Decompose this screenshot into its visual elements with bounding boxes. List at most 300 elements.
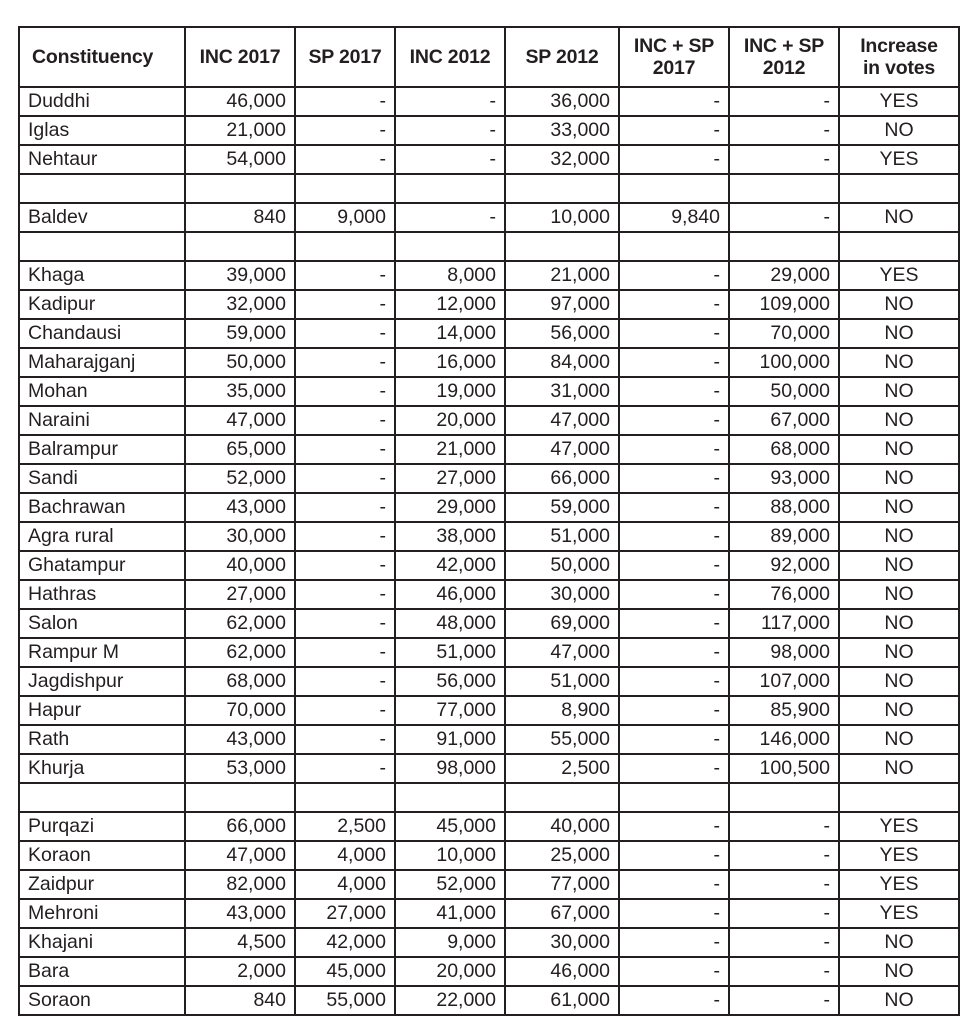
column-header-inc-sp-2012-line1: INC + SP <box>743 34 825 57</box>
cell-sp-2012: 84,000 <box>505 348 619 377</box>
cell-inc-2017: 82,000 <box>185 870 295 899</box>
cell-inc-sp-2012: - <box>729 957 839 986</box>
cell-inc-sp-2012: - <box>729 87 839 116</box>
cell-increase-in-votes: NO <box>839 580 959 609</box>
cell-inc-sp-2012: 29,000 <box>729 261 839 290</box>
cell-constituency: Baldev <box>19 203 185 232</box>
table-spacer-cell <box>395 783 505 812</box>
cell-sp-2012: 21,000 <box>505 261 619 290</box>
cell-sp-2012: 69,000 <box>505 609 619 638</box>
cell-inc-2012: 41,000 <box>395 899 505 928</box>
table-spacer-cell <box>185 174 295 203</box>
table-row <box>19 203 959 232</box>
cell-increase-in-votes: YES <box>839 841 959 870</box>
cell-increase-in-votes: NO <box>839 957 959 986</box>
cell-inc-sp-2012: 70,000 <box>729 319 839 348</box>
cell-constituency: Bara <box>19 957 185 986</box>
cell-inc-sp-2017: - <box>619 638 729 667</box>
cell-sp-2017: - <box>295 493 395 522</box>
table-spacer-cell <box>185 232 295 261</box>
cell-inc-sp-2017: - <box>619 145 729 174</box>
cell-sp-2017: 9,000 <box>295 203 395 232</box>
cell-increase-in-votes: NO <box>839 319 959 348</box>
table-spacer-cell <box>19 174 185 203</box>
cell-inc-2012: 12,000 <box>395 290 505 319</box>
table-row <box>19 986 959 1015</box>
cell-sp-2017: - <box>295 261 395 290</box>
cell-sp-2017: - <box>295 667 395 696</box>
cell-sp-2012: 40,000 <box>505 812 619 841</box>
cell-sp-2012: 25,000 <box>505 841 619 870</box>
column-header-inc-sp-2017 <box>619 27 729 87</box>
column-header-inc-sp-2017-line2: 2017 <box>652 57 696 79</box>
cell-inc-sp-2017: - <box>619 319 729 348</box>
cell-inc-2012: 22,000 <box>395 986 505 1015</box>
table-row <box>19 928 959 957</box>
table-row <box>19 522 959 551</box>
cell-increase-in-votes: NO <box>839 203 959 232</box>
cell-inc-sp-2017: - <box>619 406 729 435</box>
cell-sp-2012: 10,000 <box>505 203 619 232</box>
cell-inc-2012: 9,000 <box>395 928 505 957</box>
cell-inc-2017: 62,000 <box>185 609 295 638</box>
cell-constituency: Duddhi <box>19 87 185 116</box>
cell-inc-2017: 43,000 <box>185 493 295 522</box>
column-header-inc-2017: INC 2017 <box>185 27 295 87</box>
cell-constituency: Maharajganj <box>19 348 185 377</box>
cell-increase-in-votes: NO <box>839 435 959 464</box>
table-row <box>19 406 959 435</box>
cell-sp-2012: 51,000 <box>505 522 619 551</box>
cell-constituency: Bachrawan <box>19 493 185 522</box>
cell-increase-in-votes: NO <box>839 986 959 1015</box>
cell-sp-2017: 4,000 <box>295 841 395 870</box>
cell-constituency: Mehroni <box>19 899 185 928</box>
table-spacer-cell <box>619 232 729 261</box>
cell-inc-2017: 62,000 <box>185 638 295 667</box>
cell-sp-2012: 97,000 <box>505 290 619 319</box>
column-header-increase-line1: Increase <box>860 34 938 57</box>
cell-inc-2017: 65,000 <box>185 435 295 464</box>
table-row <box>19 812 959 841</box>
cell-inc-sp-2017: - <box>619 87 729 116</box>
cell-sp-2012: 47,000 <box>505 406 619 435</box>
cell-inc-2017: 4,500 <box>185 928 295 957</box>
cell-sp-2012: 61,000 <box>505 986 619 1015</box>
cell-inc-2017: 840 <box>185 203 295 232</box>
cell-increase-in-votes: NO <box>839 377 959 406</box>
cell-increase-in-votes: NO <box>839 406 959 435</box>
cell-inc-2017: 840 <box>185 986 295 1015</box>
cell-constituency: Rath <box>19 725 185 754</box>
cell-inc-sp-2017: - <box>619 667 729 696</box>
cell-constituency: Sandi <box>19 464 185 493</box>
cell-constituency: Ghatampur <box>19 551 185 580</box>
cell-inc-2012: 8,000 <box>395 261 505 290</box>
cell-inc-2017: 66,000 <box>185 812 295 841</box>
cell-inc-2017: 32,000 <box>185 290 295 319</box>
cell-inc-2012: 45,000 <box>395 812 505 841</box>
table-spacer-cell <box>619 174 729 203</box>
table-spacer-cell <box>19 783 185 812</box>
cell-sp-2012: 8,900 <box>505 696 619 725</box>
cell-constituency: Kadipur <box>19 290 185 319</box>
table-spacer-cell <box>839 783 959 812</box>
cell-sp-2017: - <box>295 435 395 464</box>
cell-inc-2012: - <box>395 87 505 116</box>
cell-inc-sp-2012: 100,500 <box>729 754 839 783</box>
cell-inc-sp-2012: 50,000 <box>729 377 839 406</box>
cell-inc-2012: 52,000 <box>395 870 505 899</box>
cell-inc-2017: 46,000 <box>185 87 295 116</box>
cell-inc-2017: 40,000 <box>185 551 295 580</box>
cell-sp-2017: 2,500 <box>295 812 395 841</box>
cell-inc-sp-2012: - <box>729 986 839 1015</box>
table-row <box>19 899 959 928</box>
cell-constituency: Salon <box>19 609 185 638</box>
cell-sp-2012: 66,000 <box>505 464 619 493</box>
cell-inc-sp-2012: - <box>729 841 839 870</box>
cell-constituency: Purqazi <box>19 812 185 841</box>
table-spacer-cell <box>505 783 619 812</box>
cell-inc-2012: 19,000 <box>395 377 505 406</box>
cell-inc-sp-2017: - <box>619 261 729 290</box>
cell-inc-2012: 20,000 <box>395 957 505 986</box>
cell-inc-sp-2012: - <box>729 116 839 145</box>
cell-inc-sp-2017: - <box>619 899 729 928</box>
cell-inc-sp-2017: - <box>619 435 729 464</box>
table-row <box>19 551 959 580</box>
cell-inc-sp-2012: 146,000 <box>729 725 839 754</box>
table-spacer-cell <box>395 174 505 203</box>
cell-inc-sp-2017: - <box>619 377 729 406</box>
cell-inc-2012: - <box>395 145 505 174</box>
cell-constituency: Chandausi <box>19 319 185 348</box>
cell-inc-2012: 46,000 <box>395 580 505 609</box>
cell-inc-2012: 38,000 <box>395 522 505 551</box>
cell-sp-2017: 27,000 <box>295 899 395 928</box>
cell-sp-2017: - <box>295 580 395 609</box>
table-spacer-cell <box>295 174 395 203</box>
column-header-inc-2012: INC 2012 <box>395 27 505 87</box>
cell-inc-sp-2012: - <box>729 203 839 232</box>
cell-inc-sp-2012: - <box>729 870 839 899</box>
cell-inc-sp-2017: - <box>619 464 729 493</box>
cell-inc-sp-2017: - <box>619 348 729 377</box>
cell-inc-sp-2017: - <box>619 725 729 754</box>
cell-sp-2017: 55,000 <box>295 986 395 1015</box>
cell-inc-2012: 29,000 <box>395 493 505 522</box>
table-spacer-cell <box>729 783 839 812</box>
cell-inc-2012: 10,000 <box>395 841 505 870</box>
cell-sp-2017: - <box>295 638 395 667</box>
column-header-increase-line2: in votes <box>862 57 936 79</box>
cell-inc-2012: 51,000 <box>395 638 505 667</box>
cell-sp-2012: 55,000 <box>505 725 619 754</box>
table-row <box>19 87 959 116</box>
cell-inc-2017: 53,000 <box>185 754 295 783</box>
cell-increase-in-votes: NO <box>839 696 959 725</box>
cell-sp-2012: 77,000 <box>505 870 619 899</box>
table-row <box>19 493 959 522</box>
table-header-row <box>19 27 959 87</box>
cell-inc-sp-2017: - <box>619 754 729 783</box>
cell-sp-2012: 59,000 <box>505 493 619 522</box>
column-header-increase-in-votes <box>839 27 959 87</box>
cell-increase-in-votes: YES <box>839 870 959 899</box>
cell-inc-2012: - <box>395 203 505 232</box>
cell-inc-2017: 35,000 <box>185 377 295 406</box>
cell-increase-in-votes: NO <box>839 348 959 377</box>
cell-inc-sp-2012: 100,000 <box>729 348 839 377</box>
table-row <box>19 725 959 754</box>
cell-sp-2017: 4,000 <box>295 870 395 899</box>
table-row <box>19 348 959 377</box>
cell-inc-2012: - <box>395 116 505 145</box>
cell-sp-2012: 32,000 <box>505 145 619 174</box>
column-header-inc-sp-2012-line2: 2012 <box>762 57 806 79</box>
cell-constituency: Koraon <box>19 841 185 870</box>
cell-inc-2012: 14,000 <box>395 319 505 348</box>
cell-sp-2012: 50,000 <box>505 551 619 580</box>
cell-constituency: Rampur M <box>19 638 185 667</box>
table-row <box>19 377 959 406</box>
cell-constituency: Zaidpur <box>19 870 185 899</box>
cell-increase-in-votes: YES <box>839 87 959 116</box>
vote-comparison-table <box>18 26 960 1016</box>
cell-constituency: Hathras <box>19 580 185 609</box>
cell-sp-2012: 46,000 <box>505 957 619 986</box>
cell-sp-2012: 33,000 <box>505 116 619 145</box>
cell-constituency: Balrampur <box>19 435 185 464</box>
column-header-sp-2012: SP 2012 <box>505 27 619 87</box>
cell-sp-2017: - <box>295 406 395 435</box>
cell-sp-2012: 47,000 <box>505 435 619 464</box>
cell-inc-sp-2012: 109,000 <box>729 290 839 319</box>
table-row <box>19 580 959 609</box>
cell-sp-2017: - <box>295 116 395 145</box>
cell-inc-2017: 68,000 <box>185 667 295 696</box>
column-header-sp-2017: SP 2017 <box>295 27 395 87</box>
cell-inc-sp-2017: - <box>619 116 729 145</box>
cell-sp-2012: 31,000 <box>505 377 619 406</box>
cell-inc-2017: 52,000 <box>185 464 295 493</box>
cell-inc-2017: 54,000 <box>185 145 295 174</box>
table-spacer-cell <box>619 783 729 812</box>
cell-inc-sp-2017: - <box>619 986 729 1015</box>
cell-inc-2012: 21,000 <box>395 435 505 464</box>
cell-inc-2017: 30,000 <box>185 522 295 551</box>
cell-constituency: Iglas <box>19 116 185 145</box>
cell-sp-2012: 51,000 <box>505 667 619 696</box>
cell-inc-2017: 47,000 <box>185 406 295 435</box>
cell-sp-2012: 30,000 <box>505 928 619 957</box>
cell-constituency: Khajani <box>19 928 185 957</box>
cell-inc-2012: 98,000 <box>395 754 505 783</box>
cell-inc-sp-2017: - <box>619 609 729 638</box>
cell-sp-2017: - <box>295 377 395 406</box>
cell-inc-2012: 20,000 <box>395 406 505 435</box>
table-row <box>19 841 959 870</box>
cell-inc-2017: 21,000 <box>185 116 295 145</box>
cell-increase-in-votes: YES <box>839 899 959 928</box>
cell-inc-2012: 42,000 <box>395 551 505 580</box>
table-row <box>19 435 959 464</box>
cell-sp-2017: - <box>295 87 395 116</box>
cell-constituency: Mohan <box>19 377 185 406</box>
table-row <box>19 261 959 290</box>
cell-inc-sp-2017: - <box>619 928 729 957</box>
cell-constituency: Khurja <box>19 754 185 783</box>
cell-inc-sp-2012: 76,000 <box>729 580 839 609</box>
cell-sp-2017: - <box>295 319 395 348</box>
cell-increase-in-votes: NO <box>839 493 959 522</box>
cell-sp-2012: 47,000 <box>505 638 619 667</box>
table-spacer-row <box>19 174 959 203</box>
table-spacer-cell <box>505 174 619 203</box>
cell-inc-sp-2017: - <box>619 551 729 580</box>
cell-constituency: Jagdishpur <box>19 667 185 696</box>
cell-inc-sp-2012: - <box>729 899 839 928</box>
table-spacer-row <box>19 783 959 812</box>
cell-sp-2012: 56,000 <box>505 319 619 348</box>
cell-increase-in-votes: NO <box>839 551 959 580</box>
cell-inc-2017: 2,000 <box>185 957 295 986</box>
table-spacer-cell <box>839 232 959 261</box>
cell-inc-sp-2012: 107,000 <box>729 667 839 696</box>
cell-sp-2017: - <box>295 290 395 319</box>
cell-inc-sp-2012: - <box>729 812 839 841</box>
cell-inc-2017: 59,000 <box>185 319 295 348</box>
cell-inc-sp-2012: 68,000 <box>729 435 839 464</box>
cell-inc-2017: 39,000 <box>185 261 295 290</box>
cell-sp-2017: - <box>295 609 395 638</box>
cell-sp-2017: - <box>295 348 395 377</box>
table-row <box>19 696 959 725</box>
cell-inc-2012: 16,000 <box>395 348 505 377</box>
cell-inc-sp-2017: - <box>619 580 729 609</box>
cell-constituency: Nehtaur <box>19 145 185 174</box>
cell-increase-in-votes: NO <box>839 725 959 754</box>
cell-inc-sp-2012: 88,000 <box>729 493 839 522</box>
cell-constituency: Soraon <box>19 986 185 1015</box>
cell-inc-sp-2017: - <box>619 870 729 899</box>
cell-inc-2017: 47,000 <box>185 841 295 870</box>
table-row <box>19 116 959 145</box>
table-spacer-row <box>19 232 959 261</box>
cell-increase-in-votes: NO <box>839 667 959 696</box>
table-row <box>19 145 959 174</box>
cell-constituency: Naraini <box>19 406 185 435</box>
cell-sp-2017: - <box>295 522 395 551</box>
cell-sp-2017: - <box>295 754 395 783</box>
cell-sp-2017: 42,000 <box>295 928 395 957</box>
cell-inc-sp-2017: - <box>619 841 729 870</box>
cell-inc-sp-2012: 92,000 <box>729 551 839 580</box>
table-row <box>19 290 959 319</box>
cell-inc-sp-2017: - <box>619 696 729 725</box>
table-spacer-cell <box>185 783 295 812</box>
cell-sp-2012: 30,000 <box>505 580 619 609</box>
cell-sp-2017: - <box>295 551 395 580</box>
cell-sp-2017: - <box>295 464 395 493</box>
cell-inc-sp-2017: 9,840 <box>619 203 729 232</box>
cell-sp-2017: - <box>295 145 395 174</box>
cell-inc-sp-2012: 93,000 <box>729 464 839 493</box>
cell-increase-in-votes: YES <box>839 145 959 174</box>
vote-comparison-table-container <box>18 26 958 1016</box>
cell-inc-2017: 27,000 <box>185 580 295 609</box>
cell-inc-2012: 91,000 <box>395 725 505 754</box>
table-row <box>19 464 959 493</box>
cell-inc-sp-2012: 67,000 <box>729 406 839 435</box>
table-row <box>19 638 959 667</box>
cell-inc-sp-2017: - <box>619 812 729 841</box>
cell-sp-2017: 45,000 <box>295 957 395 986</box>
cell-sp-2017: - <box>295 696 395 725</box>
table-spacer-cell <box>395 232 505 261</box>
table-spacer-cell <box>19 232 185 261</box>
cell-inc-sp-2012: 89,000 <box>729 522 839 551</box>
cell-increase-in-votes: YES <box>839 812 959 841</box>
cell-inc-2012: 56,000 <box>395 667 505 696</box>
table-spacer-cell <box>295 783 395 812</box>
cell-inc-2012: 27,000 <box>395 464 505 493</box>
cell-inc-2012: 48,000 <box>395 609 505 638</box>
cell-increase-in-votes: NO <box>839 928 959 957</box>
cell-inc-sp-2012: - <box>729 928 839 957</box>
cell-sp-2012: 36,000 <box>505 87 619 116</box>
cell-increase-in-votes: NO <box>839 754 959 783</box>
table-spacer-cell <box>505 232 619 261</box>
table-row <box>19 667 959 696</box>
table-header <box>19 27 959 87</box>
table-row <box>19 870 959 899</box>
cell-increase-in-votes: NO <box>839 290 959 319</box>
table-row <box>19 754 959 783</box>
cell-constituency: Hapur <box>19 696 185 725</box>
table-row <box>19 957 959 986</box>
cell-inc-sp-2012: 117,000 <box>729 609 839 638</box>
cell-inc-2017: 70,000 <box>185 696 295 725</box>
table-row <box>19 319 959 348</box>
cell-increase-in-votes: NO <box>839 522 959 551</box>
column-header-constituency: Constituency <box>19 27 185 87</box>
cell-constituency: Agra rural <box>19 522 185 551</box>
table-spacer-cell <box>729 174 839 203</box>
cell-inc-sp-2017: - <box>619 522 729 551</box>
table-spacer-cell <box>295 232 395 261</box>
cell-inc-2017: 43,000 <box>185 899 295 928</box>
cell-increase-in-votes: NO <box>839 116 959 145</box>
table-row <box>19 609 959 638</box>
cell-inc-sp-2017: - <box>619 493 729 522</box>
cell-constituency: Khaga <box>19 261 185 290</box>
cell-inc-sp-2017: - <box>619 957 729 986</box>
cell-increase-in-votes: YES <box>839 261 959 290</box>
cell-inc-2012: 77,000 <box>395 696 505 725</box>
column-header-inc-sp-2012 <box>729 27 839 87</box>
cell-sp-2012: 2,500 <box>505 754 619 783</box>
cell-inc-2017: 43,000 <box>185 725 295 754</box>
cell-sp-2017: - <box>295 725 395 754</box>
table-spacer-cell <box>729 232 839 261</box>
cell-inc-2017: 50,000 <box>185 348 295 377</box>
cell-increase-in-votes: NO <box>839 638 959 667</box>
cell-inc-sp-2012: 98,000 <box>729 638 839 667</box>
table-spacer-cell <box>839 174 959 203</box>
column-header-inc-sp-2017-line1: INC + SP <box>633 34 715 57</box>
